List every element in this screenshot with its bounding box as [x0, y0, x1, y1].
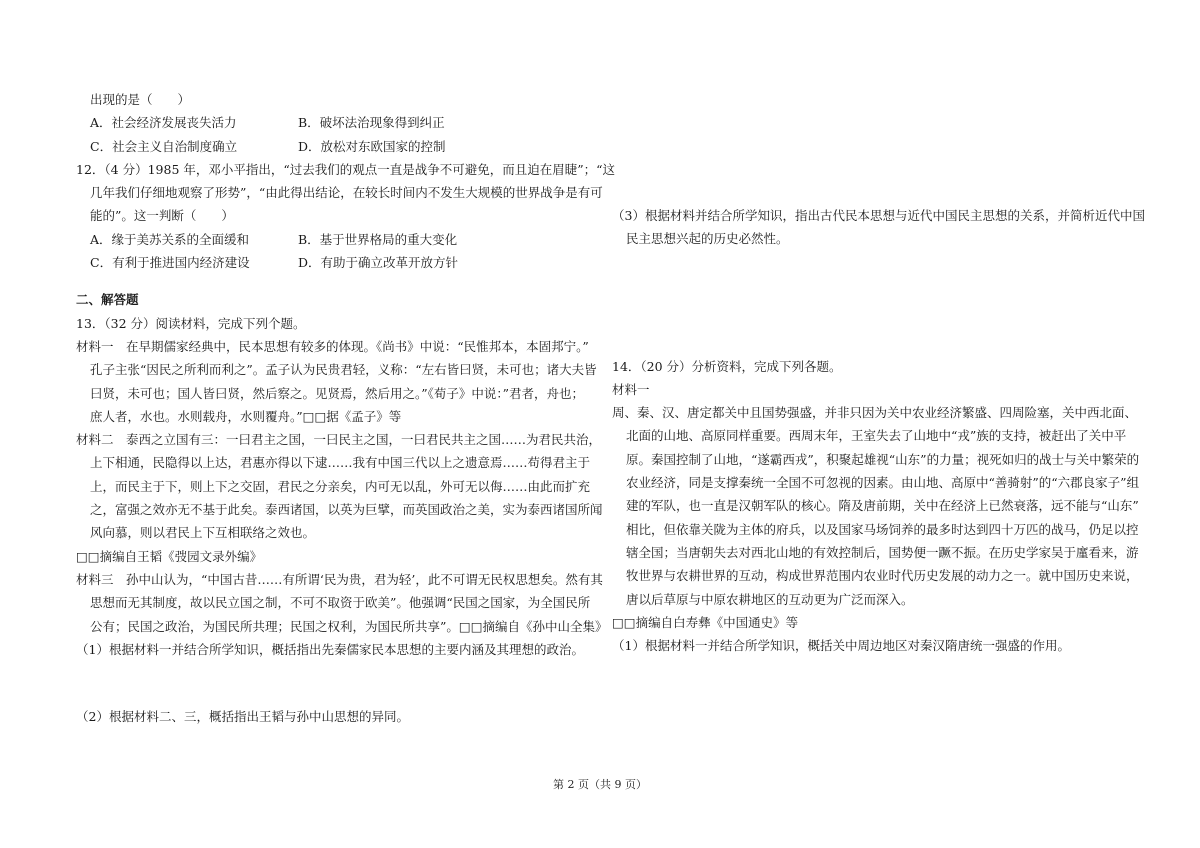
material2-source: □□摘编自王韬《弢园文录外编》 [76, 548, 263, 564]
q13-sub2: （2）根据材料二、三，概括指出王韬与孙中山思想的异同。 [76, 709, 409, 725]
q14-intro: 14．（20 分）分析资料，完成下列各题。 [612, 358, 842, 374]
q12-line-2: 几年我们仔细地观察了形势”，“由此得出结论，在较长时间内不发生大规模的世界战争是有可 [90, 185, 603, 201]
q13-sub1: （1）根据材料一并结合所学知识，概括指出先秦儒家民本思想的主要内涵及其理想的政治。 [76, 641, 584, 657]
q12-option-c: C．有利于推进国内经济建设 [90, 255, 250, 271]
q11-option-d: D．放松对东欧国家的控制 [298, 138, 446, 154]
q14-material-line-9: 唐以后草原与中原农耕地区的互动更为广泛而深入。 [626, 591, 914, 607]
right-column [612, 204, 1145, 657]
material3-line-3: 公有；民国之政治，为国民所共理；民国之权利，为国民所共享”。□□摘编自《孙中山全集》 [90, 618, 608, 634]
q14-material-line-7: 辖全国；当唐朝失去对西北山地的有效控制后，国势便一蹶不振。在历史学家吴于廑看来，游 [626, 544, 1139, 560]
material2-line-1: 材料二 泰西之立国有三：一曰君主之国，一曰民主之国，一曰君民共主之国……为君民共治， [76, 432, 602, 448]
q12-option-a: A．缘于美苏关系的全面缓和 [90, 231, 250, 247]
q14-material-label: 材料一 [612, 381, 650, 397]
material1-line-3: 曰贤，未可也；国人皆曰贤，然后察之。见贤焉，然后用之。”《荀子》中说：”君者，舟也； [90, 385, 585, 401]
q14-sub1: （1）根据材料一并结合所学知识，概括关中周边地区对秦汉隋唐统一强盛的作用。 [612, 638, 1070, 654]
q14-material-line-1: 周、秦、汉、唐定都关中且国势强盛，并非只因为关中农业经济繁盛、四周险塞，关中西北面、 [612, 405, 1138, 421]
q13-intro: 13．（32 分）阅读材料，完成下列个题。 [76, 315, 306, 331]
q12-option-b: B．基于世界格局的重大变化 [298, 231, 458, 247]
q13-sub3-line-2: 民主思想兴起的历史必然性。 [626, 231, 789, 247]
material3-line-2: 思想而无其制度，故以民立国之制，不可不取资于欧美”。他强调“民国之国家，为全国民所 [90, 595, 591, 611]
material1-line-2: 孔子主张“因民之所利而利之”。孟子认为民贵君轻，义称：“左右皆曰贤，未可也；诸大夫皆 [90, 362, 597, 378]
q12-line-3: 能的”。这一判断（ ） [90, 208, 234, 224]
q14-material-line-3: 原。秦国控制了山地，“遂霸西戎”，积聚起雄视“山东”的力量；视死如归的战士与关中繁荣的 [626, 451, 1140, 467]
q11-options-row-2 [76, 135, 596, 158]
material2-line-2: 上下相通，民隐得以上达，君惠亦得以下逮……我有中国三代以上之遗意焉……苟得君主于 [90, 455, 591, 471]
material2-line-5: 风向慕，则以君民上下互相联络之效也。 [90, 525, 316, 541]
q13-sub3-line-1: （3）根据材料并结合所学知识，指出古代民本思想与近代中国民主思想的关系，并简析近代中国 [612, 208, 1145, 223]
q12-options-row-1 [76, 228, 596, 251]
q12-line-1: 12．（4 分）1985 年，邓小平指出，“过去我们的观点一直是战争不可避免，而且迫在眉睫”；“这 [76, 161, 616, 177]
material2-line-3: 上，而民主于下，则上下之交固，君民之分亲矣，内可无以乱，外可无以侮……由此而扩充 [90, 478, 591, 494]
q11-option-c: C．社会主义自治制度确立 [90, 138, 238, 154]
q11-options-row-1 [76, 111, 596, 134]
material2-line-4: 之，富强之效亦无不基于此矣。泰西诸国，以英为巨擘，而英国政治之美，实为泰西诸国所闻 [90, 502, 603, 518]
material3-line-1: 材料三 孙中山认为，“中国古昔……有所谓‘民为贵，君为轻’，此不可谓无民权思想矣。然有其 [76, 571, 603, 587]
q11-option-a: A．社会经济发展丧失活力 [90, 115, 237, 131]
q11-option-b: B．破坏法治现象得到纠正 [298, 115, 445, 131]
q12-options-row-2 [76, 251, 596, 274]
q14-source: □□摘编自白寿彝《中国通史》等 [612, 614, 799, 630]
q12-option-d: D．有助于确立改革开放方针 [298, 255, 459, 271]
q14-material-line-6: 相比，但依靠关陇为主体的府兵，以及国家马场饲养的最多时达到四十万匹的战马，仍足以控 [626, 521, 1139, 537]
left-column [76, 88, 616, 728]
material1-line-1: 材料一 在早期儒家经典中，民本思想有较多的体现。《尚书》中说：“民惟邦本，本固邦宁。” [76, 338, 589, 354]
q14-material-line-5: 建的军队，也一直是汉朝军队的核心。隋及唐前期，关中在经济上已然衰落，远不能与“山东” [626, 498, 1139, 514]
q14-material-line-2: 北面的山地、高原同样重要。西周末年，王室失去了山地中“戎”族的支持，被赶出了关中平 [626, 428, 1127, 444]
section2-title: 二、解答题 [76, 292, 139, 308]
q14-material-line-4: 农业经济，同是支撑秦统一全国不可忽视的因素。由山地、高原中“善骑射”的“六郡良家子”组 [626, 475, 1140, 491]
q14-material-line-8: 牧世界与农耕世界的互动，构成世界范围内农业时代历史发展的动力之一。就中国历史来说， [626, 568, 1139, 584]
page-footer: 第 2 页（共 9 页） [553, 778, 647, 791]
q11-continuation: 出现的是（ ） [90, 92, 191, 107]
material1-line-4: 庶人者，水也。水则载舟，水则覆舟。”□□据《孟子》等 [90, 408, 402, 424]
